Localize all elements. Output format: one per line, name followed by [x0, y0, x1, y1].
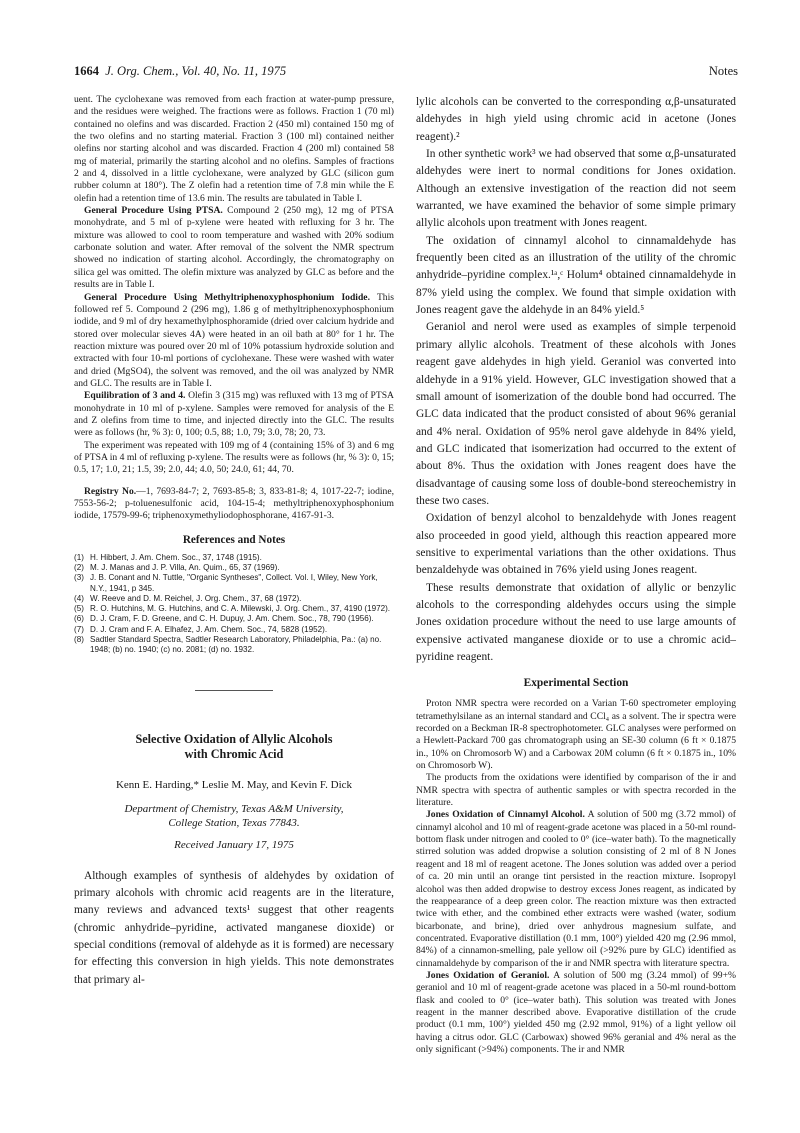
paragraph-r6: These results demonstrate that oxidation of allylic or benzylic alcohols to the corresponding aldehydes occurs using the simple Jones oxidation procedure without the need to use large amounts of expensive activated manganese dioxide or to use a chromic acid–pyridine reagent.	[416, 581, 736, 663]
reference-text: J. B. Conant and N. Tuttle, "Organic Syntheses", Collect. Vol. I, Wiley, New York, N.Y., 1941, p 345.	[90, 573, 378, 593]
paragraph-fractions: uent. The cyclohexane was removed from each fraction at water-pump pressure, and the residues were weighed. The fractions were as follows. Fraction 1 (70 ml) contained no olefins and was discarded. Fraction 2 (450 ml) contained 150 mg of the two olefins and no starting material. Fraction 3 (100 ml) contained neither olefins nor starting alcohol and was discarded. Fraction 4 (200 ml) contained 58 mg of material, primarily the starting alcohol and no olefins. Samples of fractions 2 and 4, dissolved in a little cyclohexane, were analyzed by GLC (silicon gum rubber column at 180°). The Z olefin had a retention time of 7.8 min while the E olefin had a retention time of 13.6 min. The results are tabulated in Table I.	[74, 94, 394, 204]
paragraph-identification: The products from the oxidations were identified by comparison of the ir and NMR spectra with spectra of authentic samples or with spectra recorded in the literature.	[416, 772, 736, 809]
reference-number: (1)	[74, 552, 84, 562]
text-phosphonium: This followed ref 5. Compound 2 (296 mg), 1.86 g of methyltriphenoxyphosphonium iodide, and 9 ml of dry hexamethylphosphoramide (dried over calcium hydride and stored over molecular sieves 4A) were heated in an oil bath at 80° for 1 hr. The reaction mixture was poured over 20 ml of 10% potassium hydroxide solution and extracted with four 10-ml portions of cyclohexane. These were washed with water and dried (MgSO4), the solvent was removed, and the oil was analyzed by NMR and GLC. The results are in Table I.	[74, 291, 394, 389]
paragraph-ptsa	[74, 205, 394, 291]
right-column	[416, 94, 736, 1056]
references-list	[74, 553, 394, 656]
reference-number: (7)	[74, 624, 84, 634]
heading-phosphonium: General Procedure Using Methyltriphenoxyphosphonium Iodide.	[84, 291, 370, 303]
paragraph-r3: The oxidation of cinnamyl alcohol to cinnamaldehyde has frequently been cited as an illustration of the utility of the chromic anhydride–pyridine complex.¹ᵃ,ᶜ Holum⁴ obtained cinnamaldehyde in 87% yield using the complex. We found that simple oxidation with Jones reagent gave the aldehyde in an 84% yield.⁵	[416, 234, 736, 317]
paragraph-r5: Oxidation of benzyl alcohol to benzaldehyde with Jones reagent also proceeded in good yield, although this reaction appeared more sensitive to experimental variations than the other oxidations. Thus benzaldehyde was obtained in 76% yield using Jones reagent.	[416, 512, 736, 577]
reference-item	[74, 614, 394, 624]
reference-text: M. J. Manas and J. P. Villa, An. Quim., 65, 37 (1969).	[90, 562, 280, 572]
article-title-line-2: with Chromic Acid	[184, 747, 284, 762]
paragraph-geraniol	[416, 970, 736, 1056]
heading-cinnamyl: Jones Oxidation of Cinnamyl Alcohol.	[426, 809, 585, 821]
paragraph-r1: lylic alcohols can be converted to the corresponding α,β-unsaturated aldehydes in high yield using chromic acid in acetone (Jones reagent).²	[416, 96, 736, 143]
reference-text: D. J. Cram, F. D. Greene, and C. H. Dupuy, J. Am. Chem. Soc., 78, 790 (1956).	[90, 614, 374, 624]
reference-item	[74, 635, 394, 656]
heading-registry: Registry No.	[84, 485, 137, 497]
reference-text: W. Reeve and D. M. Reichel, J. Org. Chem., 37, 68 (1972).	[90, 593, 302, 603]
reference-number: (6)	[74, 614, 84, 624]
reference-item	[74, 563, 394, 573]
reference-number: (2)	[74, 562, 84, 572]
text-ptsa: Compound 2 (250 mg), 12 mg of PTSA monohydrate, and 5 ml of p-xylene were heated with refluxing for 3 hr. The mixture was allowed to cool to room temperature and washed with 20% sodium carbonate solution and water. After removal of the solvent the NMR spectrum showed no indication of starting alcohol. Accordingly, the chromatography on silica gel was omitted. The olefin mixture was analyzed by GLC as before and the results are in Table I.	[74, 205, 394, 291]
references-title: References and Notes	[182, 533, 286, 546]
paragraph-instruments: Proton NMR spectra were recorded on a Varian T-60 spectrometer employing tetramethylsilane as an internal standard and CCl₄ as a solvent. The ir spectra were recorded on a Beckman IR-8 spectrophotometer. GLC analyses were performed on a Hewlett-Packard 700 gas chromatograph using an SE-30 column (6 ft × 0.1875 in., 10% on Chromosorb W) and a Carbowax 20M column (6 ft × 0.1875 in., 10% on Chromosorb W).	[416, 698, 736, 772]
reference-item	[74, 573, 394, 594]
reference-number: (8)	[74, 635, 84, 645]
section-label: Notes	[708, 64, 738, 78]
affiliation-line-2: College Station, Texas 77843.	[168, 816, 300, 829]
authors: Kenn E. Harding,* Leslie M. May, and Kevin F. Dick	[115, 778, 353, 791]
heading-equilibration: Equilibration of 3 and 4.	[84, 390, 186, 402]
reference-text: Sadtler Standard Spectra, Sadtler Research Laboratory, Philadelphia, Pa.: (a) no. 1948; (b) no. 1940; (c) no. 2081; (d) no. 1932.	[90, 635, 382, 655]
paragraph-registry	[74, 486, 394, 523]
paragraph-r2: In other synthetic work³ we had observed that some α,β-unsaturated aldehydes were inert to normal conditions for Jones oxidation. Although an extensive investigation of the reaction did not seem warranted, we have examined the behavior of some simple primary allylic alcohols upon treatment with Jones reagent.	[416, 148, 736, 230]
affiliation-line-1: Department of Chemistry, Texas A&M University,	[124, 802, 344, 815]
paragraph-repeat: The experiment was repeated with 109 mg of 4 (containing 15% of 3) and 6 mg of PTSA in 4 ml of refluxing p-xylene. The results were as follows (hr, % 3): 0, 15; 0.5, 17; 1.0, 21; 1.5, 39; 2.0, 44; 4.0, 50; 24.0, 61; 44, 70.	[74, 439, 394, 476]
reference-text: R. O. Hutchins, M. G. Hutchins, and C. A. Milewski, J. Org. Chem., 37, 4190 (1972).	[90, 604, 391, 614]
reference-number: (5)	[74, 604, 84, 614]
paragraph-phosphonium	[74, 292, 394, 391]
reference-number: (4)	[74, 593, 84, 603]
paragraph-equilibration	[74, 390, 394, 439]
heading-geraniol: Jones Oxidation of Geraniol.	[426, 969, 550, 981]
reference-item	[74, 625, 394, 635]
paragraph-introduction: Although examples of synthesis of aldehydes by oxidation of primary alcohols with chromic acid reagents are in the literature, many reviews and advanced texts¹ suggest that other reagents (chromic anhydride–pyridine, activated manganese dioxide) or special conditions (removal of aldehyde as it is formed) are necessary for effecting this conversion in high yields. This note demonstrates that primary al-	[74, 869, 394, 986]
paragraph-cinnamyl	[416, 809, 736, 969]
header-left	[74, 64, 286, 79]
page-number: 1664	[74, 64, 99, 78]
reference-item	[74, 604, 394, 614]
reference-item	[74, 553, 394, 563]
running-header	[74, 64, 738, 84]
left-column	[74, 94, 394, 989]
text-registry: —1, 7693-84-7; 2, 7693-85-8; 3, 833-81-8; 4, 1017-22-7; iodine, 7553-56-2; p-toluenesulfonic acid, 104-15-4; methyltriphenoxyphosphonium iodide, 17579-99-6; triphenoxymethyliodophosphorane, 4167-91-3.	[74, 485, 394, 522]
experimental-section-title: Experimental Section	[523, 677, 629, 690]
paragraph-r4: Geraniol and nerol were used as examples of simple terpenoid primary allylic alcohols. Treatment of these alcohols with Jones reagent gave aldehydes in high yield. Geraniol was converted into aldehyde in a 91% yield. However, GLC investigation showed that a small amount of isomerization of the double bond had occurred. The GLC data indicated that the product consisted of about 96% geranial and 4% neral. Oxidation of 95% nerol gave aldehyde in 84% yield, and GLC indicated that isomerization had occurred to the extent of about 8%. Thus the oxidation with Jones reagent does have the disadvantage of causing some loss of double-bond stereochemistry in these two cases.	[416, 321, 736, 507]
reference-text: D. J. Cram and F. A. Elhafez, J. Am. Chem. Soc., 74, 5828 (1952).	[90, 624, 328, 634]
text-geraniol: A solution of 500 mg (3.24 mmol) of 99+% geraniol and 10 ml of reagent-grade acetone was placed in a 50-ml round-bottom flask and cooled to 0° (ice–water bath). This solution was treated with Jones reagent in the manner described above. Evaporative distillation of the crude product (0.1 mm, 100°) yielded 450 mg (2.92 mmol, 91%) of a light yellow oil having a citrus odor. GLC (Carbowax) showed 96% geranial and 4% neral as the only significant (>94%) components. The ir and NMR	[416, 969, 736, 1055]
received-date: Received January 17, 1975	[174, 838, 294, 851]
reference-text: H. Hibbert, J. Am. Chem. Soc., 37, 1748 (1915).	[90, 552, 262, 562]
heading-ptsa: General Procedure Using PTSA.	[84, 205, 223, 217]
reference-number: (3)	[74, 573, 84, 583]
article-title-line-1: Selective Oxidation of Allylic Alcohols	[135, 731, 333, 746]
text-cinnamyl: A solution of 500 mg (3.72 mmol) of cinnamyl alcohol and 10 ml of reagent-grade acetone was placed in a 50-ml round-bottom flask under nitrogen and cooled to 0° (ice–water bath). To the magnetically stirred solution was added dropwise a solution consisting of 2 ml of 8 N Jones reagent and 18 ml of reagent acetone. The Jones solution was added over a period of ca. 20 min until an orange tint persisted in the reaction mixture. Isopropyl alcohol was then added dropwise to destroy excess Jones reagent, as indicated by the reappearance of a deep green color. The reaction mixture was then extracted twice with ether, and the combined ether extracts were washed (water, sodium bicarbonate, and brine), dried over anhydrous magnesium sulfate, and concentrated. Evaporative distillation (0.1 mm, 100°) yielded 420 mg (2.96 mmol, 84%) of a cinnamon-smelling, pale yellow oil (>92% pure by GLC) identified as cinnamaldehyde by comparison of the ir and NMR spectra with literature spectra.	[416, 809, 736, 969]
reference-item	[74, 594, 394, 604]
journal-citation: J. Org. Chem., Vol. 40, No. 11, 1975	[105, 64, 287, 78]
text-equilibration: Olefin 3 (315 mg) was refluxed with 13 mg of PTSA monohydrate in 10 ml of p-xylene. Samples were removed for analysis of the E and Z olefins from time to time, and injected directly into the GLC. The results were as follows (hr, % 3): 0, 100; 0.5, 88; 1.0, 79; 3.0, 78; 20, 73.	[74, 390, 394, 439]
